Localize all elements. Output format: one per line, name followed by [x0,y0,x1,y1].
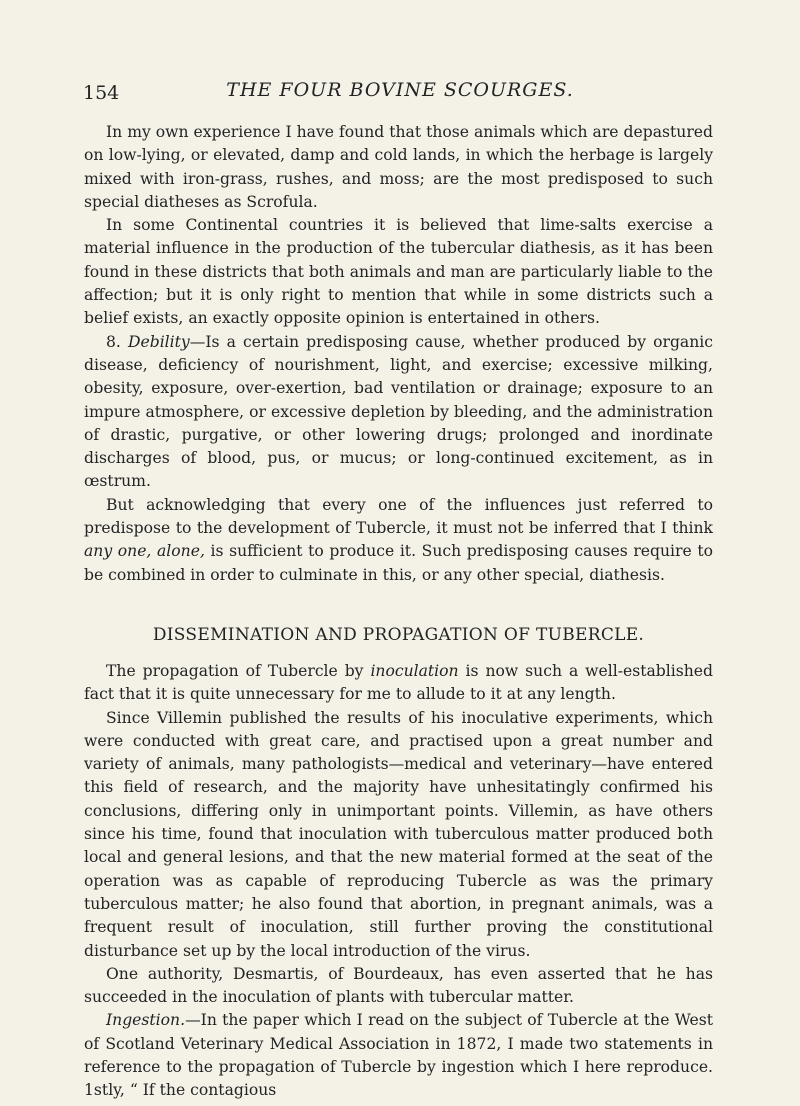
paragraph [84,707,713,963]
paragraph [84,1009,713,1102]
paragraph [84,121,713,214]
text-block-before-heading [84,121,713,587]
text-run: In my own experience I have found that those animals which are depastured on low-lying, or elevated, damp and cold lands, in which the herbage is largely mixed with iron-grass, rushes, and moss; are the most predisposed to such special diatheses as Scrofula. [84,123,713,211]
running-title: THE FOUR BOVINE SCOURGES. [226,79,574,101]
paragraph [84,494,713,587]
paragraph [84,214,713,330]
italic-text: inoculation [370,661,459,680]
page-header [0,78,800,108]
page-body [84,121,713,1103]
text-run: The propagation of Tubercle by [106,661,371,680]
text-run: —Is a certain predisposing cause, whether produced by organic disease, deficiency of nourishment, light, and exercise; excessive milking, obesity, exposure, over-exertion, bad ventilation or drainage; exposure to an impure atmosphere, or excessive depletion by bleeding, and the administration of drastic, purgative, or other lowering drugs; prolonged and inordinate discharges of blood, pus, or mucus; or long-continued excitement, as in œstrum. [84,332,713,491]
text-run: But acknowledging that every one of the influences just referred to predispose to the development of Tubercle, it must not be inferred that I think [84,495,713,538]
text-run: 8. [106,332,128,351]
page-number: 154 [83,82,120,104]
text-run: One authority, Desmartis, of Bourdeaux, has even asserted that he has succeeded in the inoculation of plants with tubercular matter. [84,964,713,1007]
text-run: —In the paper which I read on the subject of Tubercle at the West of Scotland Veterinary Medical Association in 1872, I made two statements in reference to the propagation of Tubercle by ingestion which I here reproduce. 1stly, “ If the contagious [84,1011,713,1100]
paragraph [84,660,713,707]
section-heading: DISSEMINATION AND PROPAGATION OF TUBERCLE. [152,624,645,645]
italic-text: Debility [127,332,190,351]
text-run: is sufficient to produce it. Such predisposing causes require to be combined in order to culminate in this, or any other special, diathesis. [84,542,713,584]
paragraph [84,331,713,494]
italic-text: Ingestion. [106,1011,186,1030]
text-block-after-heading [84,660,713,1103]
text-run: Since Villemin published the results of his inoculative experiments, which were conducted with great care, and practised upon a great number and variety of animals, many pathologists—medical and veterinary—have entered this field of research, and the majority have unhesitatingly confirmed his conclusions, differing only in unimportant points. Villemin, as have others since his time, found that inoculation with tuberculous matter produced both local and general lesions, and that the new material formed at the seat of the operation was as capable of reproducing Tubercle as was the primary tuberculous matter; he also found that abortion, in pregnant animals, was a frequent result of inoculation, still further proving the constitutional disturbance set up by the local introduction of the virus. [84,708,713,960]
text-run: In some Continental countries it is believed that lime-salts exercise a material influence in the production of the tubercular diathesis, as it has been found in these districts that both animals and man are particularly liable to the affection; but it is only right to mention that while in some districts such a belief exists, an exactly opposite opinion is entertained in others. [84,216,713,328]
text-run: is now such a well-established fact that it is quite unnecessary for me to allude to it at any length. [84,661,713,704]
italic-text: any one, alone, [84,542,205,561]
paragraph [84,963,713,1010]
